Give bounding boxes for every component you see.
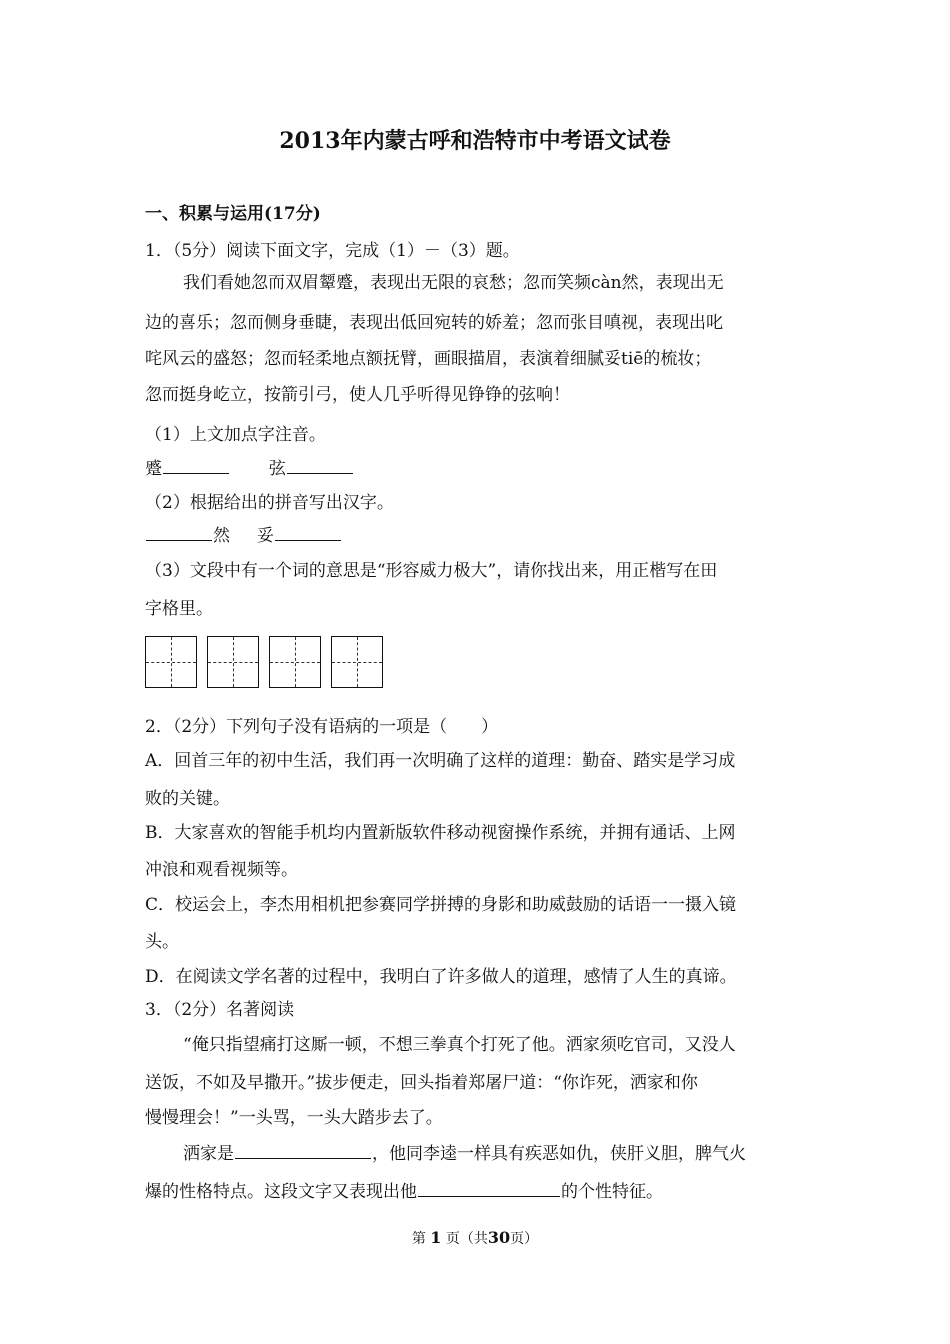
- question-1-stem: 1．（5分）阅读下面文字，完成（1）－（3）题。: [145, 241, 520, 261]
- tianzige-cell[interactable]: [145, 636, 197, 688]
- answer-blank[interactable]: [287, 455, 353, 474]
- passage-line-2: 边的喜乐；忽而侧身垂睫，表现出低回宛转的娇羞；忽而张目嗔视，表现出叱: [145, 313, 723, 333]
- char-label: 妥: [256, 526, 274, 546]
- tianzige-cell[interactable]: [207, 636, 259, 688]
- answer-prefix: 爆的性格特点。这段文字又表现出他: [145, 1182, 417, 1202]
- answer-blank[interactable]: [163, 455, 229, 474]
- answer-blank[interactable]: [146, 522, 212, 541]
- option-c-line-1: C．校运会上，李杰用相机把参赛同学拼搏的身影和助威鼓励的话语一一摄入镜: [145, 895, 737, 915]
- quote-line-1: “俺只指望痛打这厮一顿，不想三拳真个打死了他。洒家须吃官司，又没人: [183, 1035, 736, 1055]
- footer-text: 页（共: [445, 1231, 488, 1247]
- option-b-line-1: B．大家喜欢的智能手机均内置新版软件移动视窗操作系统，并拥有通话、上网: [145, 823, 736, 843]
- sub-question-2-answers: [145, 521, 342, 546]
- passage-line-1: 我们看她忽而双眉颦蹙，表现出无限的哀愁；忽而笑频càn然，表现出无: [183, 273, 724, 293]
- sub-question-1: （1）上文加点字注音。: [145, 425, 326, 445]
- exam-title: 2013年内蒙古呼和浩特市中考语文试卷: [279, 128, 671, 154]
- tianzige-grid: [145, 636, 383, 688]
- answer-blank[interactable]: [275, 522, 341, 541]
- answer-suffix: 的个性特征。: [561, 1182, 663, 1202]
- total-pages: 30: [487, 1228, 511, 1247]
- option-b-line-2: 冲浪和观看视频等。: [145, 860, 298, 880]
- quote-line-2: 送饭，不如及早撒开。”拔步便走，回头指着郑屠尸道：“你诈死，洒家和你: [145, 1073, 698, 1093]
- option-c-line-2: 头。: [145, 932, 179, 952]
- quote-line-3: 慢慢理会！”一头骂，一头大踏步去了。: [145, 1108, 443, 1128]
- tianzige-cell[interactable]: [269, 636, 321, 688]
- question-2-stem: 2．（2分）下列句子没有语病的一项是（ ）: [145, 717, 499, 737]
- option-a-line-1: A．回首三年的初中生活，我们再一次明确了这样的道理：勤奋、踏实是学习成: [145, 751, 736, 771]
- page-number: 1: [430, 1228, 442, 1247]
- passage-line-4: 忽而挺身屹立，按箭引弓，使人几乎听得见铮铮的弦响！: [145, 385, 570, 405]
- char-label: 蹙: [145, 459, 162, 479]
- answer-blank[interactable]: [418, 1178, 560, 1197]
- question-3-answer-line-2: [145, 1177, 663, 1202]
- question-3-stem: 3．（2分）名著阅读: [145, 1000, 295, 1020]
- option-d-line-1: D．在阅读文学名著的过程中，我明白了许多做人的道理，感情了人生的真谛。: [145, 967, 737, 987]
- sub-question-2: （2）根据给出的拼音写出汉字。: [145, 493, 394, 513]
- footer-text: 页）: [510, 1231, 539, 1247]
- sub-question-1-answers: [145, 454, 354, 479]
- sub-question-3-line-2: 字格里。: [145, 599, 213, 619]
- page-footer: [0, 1228, 950, 1248]
- option-a-line-2: 败的关键。: [145, 789, 230, 809]
- sub-question-3-line-1: （3）文段中有一个词的意思是“形容威力极大”，请你找出来，用正楷写在田: [145, 561, 718, 581]
- answer-prefix: 洒家是: [183, 1144, 234, 1164]
- char-label: 弦: [268, 459, 286, 479]
- section-heading: 一、积累与运用(17分): [145, 204, 321, 224]
- answer-suffix: ，他同李逵一样具有疾恶如仇，侠肝义胆，脾气火: [372, 1144, 746, 1164]
- question-3-answer-line-1: [183, 1139, 746, 1164]
- char-label: 然: [213, 526, 230, 546]
- answer-blank[interactable]: [235, 1140, 371, 1159]
- passage-line-3: 咤风云的盛怒；忽而轻柔地点额抚臂，画眼描眉，表演着细腻妥tiē的梳妆；: [145, 349, 712, 369]
- tianzige-cell[interactable]: [331, 636, 383, 688]
- footer-text: 第: [411, 1231, 426, 1247]
